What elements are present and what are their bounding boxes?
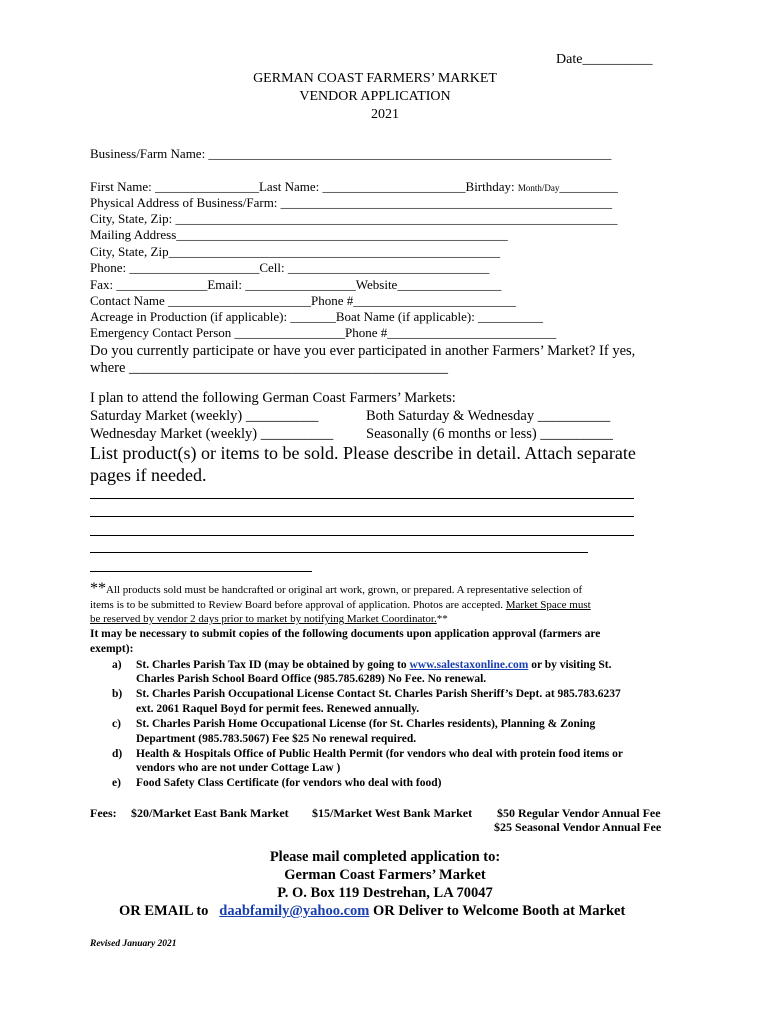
products-note-line3 [90, 613, 448, 625]
revision-note: Revised January 2021 [90, 939, 177, 949]
markets-intro: I plan to attend the following German Coast Farmers’ Markets: [90, 390, 456, 406]
name-birthday-row[interactable] [90, 179, 618, 195]
products-note-line2 [90, 599, 591, 611]
form-title-line1: GERMAN COAST FARMERS’ MARKET [253, 71, 497, 86]
date-label: Date [556, 52, 583, 67]
fee-east-bank: $20/Market East Bank Market [131, 806, 289, 820]
email-instruction [119, 903, 625, 920]
products-instruction-line2: pages if needed. [90, 465, 207, 485]
saturday-market-option[interactable]: Saturday Market (weekly) __________ [90, 408, 319, 424]
list-marker: c) [112, 718, 121, 730]
birthday-blank: _________ [559, 179, 618, 194]
date-field [556, 52, 652, 68]
list-marker: a) [112, 659, 122, 671]
documents-intro-line2: exempt): [90, 643, 134, 655]
date-blank: __________ [582, 52, 653, 67]
list-marker: b) [112, 688, 123, 700]
fax-email-website-field[interactable]: Fax: ______________Email: _________________Website________________ [90, 277, 502, 292]
mail-recipient: German Coast Farmers’ Market [284, 867, 486, 883]
list-text: St. Charles Parish Tax ID (may be obtained by going to www.salestaxonline.com or by visiting St. [136, 659, 612, 671]
note-end-stars: ** [436, 613, 448, 625]
product-line[interactable] [90, 498, 634, 499]
reservation-note: be reserved by vendor 2 days prior to market by notifying Market Coordinator. [90, 613, 437, 625]
mailing-city-field[interactable]: City, State, Zip___________________________________________________ [90, 244, 501, 259]
product-line[interactable] [90, 516, 634, 517]
email-prefix: OR EMAIL to [119, 903, 209, 919]
list-text: vendors who are not under Cottage Law ) [136, 762, 341, 774]
fee-seasonal-annual: $25 Seasonal Vendor Annual Fee [494, 820, 662, 834]
product-line[interactable] [90, 535, 634, 536]
list-text: Department (985.783.5067) Fee $25 No renewal required. [136, 733, 417, 745]
salestax-link[interactable]: www.salestaxonline.com [409, 659, 529, 671]
list-marker: d) [112, 748, 123, 760]
email-suffix: OR Deliver to Welcome Booth at Market [369, 903, 626, 919]
note-text-2: items is to be submitted to Review Board before approval of application. Photos are accepted. [90, 599, 506, 611]
list-text: Charles Parish School Board Office (985.785.6289) No Fee. No renewal. [136, 673, 487, 685]
fee-west-bank: $15/Market West Bank Market [312, 806, 473, 820]
fees-label: Fees: [90, 806, 117, 820]
other-market-question: Do you currently participate or have you ever participated in another Farmers’ Market? If yes, [90, 343, 636, 359]
other-market-answer[interactable]: where ____________________________________________ [90, 360, 449, 376]
form-year: 2021 [371, 107, 399, 122]
both-markets-option[interactable]: Both Saturday & Wednesday __________ [366, 408, 611, 424]
product-line[interactable] [90, 552, 588, 553]
note-stars: ** [90, 580, 106, 597]
mail-address: P. O. Box 119 Destrehan, LA 70047 [277, 885, 493, 901]
documents-intro-line1: It may be necessary to submit copies of the following documents upon application approval (farmers are [90, 628, 601, 640]
birthday-hint: Month/Day [517, 183, 560, 193]
seasonal-option[interactable]: Seasonally (6 months or less) __________ [366, 426, 613, 442]
list-marker: e) [112, 777, 121, 789]
market-space-note: Market Space must [505, 599, 591, 611]
name-line: First Name: ________________Last Name: ______________________Birthday: [90, 179, 518, 194]
mail-instruction: Please mail completed application to: [269, 849, 501, 865]
contact-name-field[interactable]: Contact Name ______________________Phone #_________________________ [90, 293, 516, 308]
list-text: St. Charles Parish Occupational License Contact St. Charles Parish Sheriff’s Dept. at 985.783.6237 [136, 688, 621, 700]
mailing-address-field[interactable]: Mailing Address___________________________________________________ [90, 227, 508, 242]
list-text: ext. 2061 Raquel Boyd for permit fees. Renewed annually. [136, 703, 420, 715]
form-title-line2: VENDOR APPLICATION [299, 89, 451, 104]
physical-address-field[interactable]: Physical Address of Business/Farm: ___________________________________________________ [90, 195, 613, 210]
note-text-1: All products sold must be handcrafted or original art work, grown, or prepared. A representative selection of [106, 584, 583, 596]
acreage-boat-field[interactable]: Acreage in Production (if applicable): _______Boat Name (if applicable): __________ [90, 309, 544, 324]
business-name-field[interactable]: Business/Farm Name: ______________________________________________________________ [90, 146, 612, 161]
wednesday-market-option[interactable]: Wednesday Market (weekly) __________ [90, 426, 334, 442]
city-state-zip-field[interactable]: City, State, Zip: ____________________________________________________________________ [90, 211, 618, 226]
list-text: St. Charles Parish Home Occupational License (for St. Charles residents), Planning & Zoning [136, 718, 596, 730]
email-link[interactable]: daabfamily@yahoo.com [219, 903, 370, 919]
list-text: Health & Hospitals Office of Public Health Permit (for vendors who deal with protein food items or [136, 748, 623, 760]
fee-regular-annual: $50 Regular Vendor Annual Fee [497, 806, 661, 820]
product-line[interactable] [90, 571, 312, 572]
list-text: Food Safety Class Certificate (for vendors who deal with food) [136, 777, 442, 789]
phone-cell-field[interactable]: Phone: ____________________Cell: _______________________________ [90, 260, 490, 275]
emergency-contact-field[interactable]: Emergency Contact Person _________________Phone #__________________________ [90, 325, 557, 340]
products-note-line1 [90, 580, 582, 598]
products-instruction-line1: List product(s) or items to be sold. Please describe in detail. Attach separate [90, 443, 636, 463]
